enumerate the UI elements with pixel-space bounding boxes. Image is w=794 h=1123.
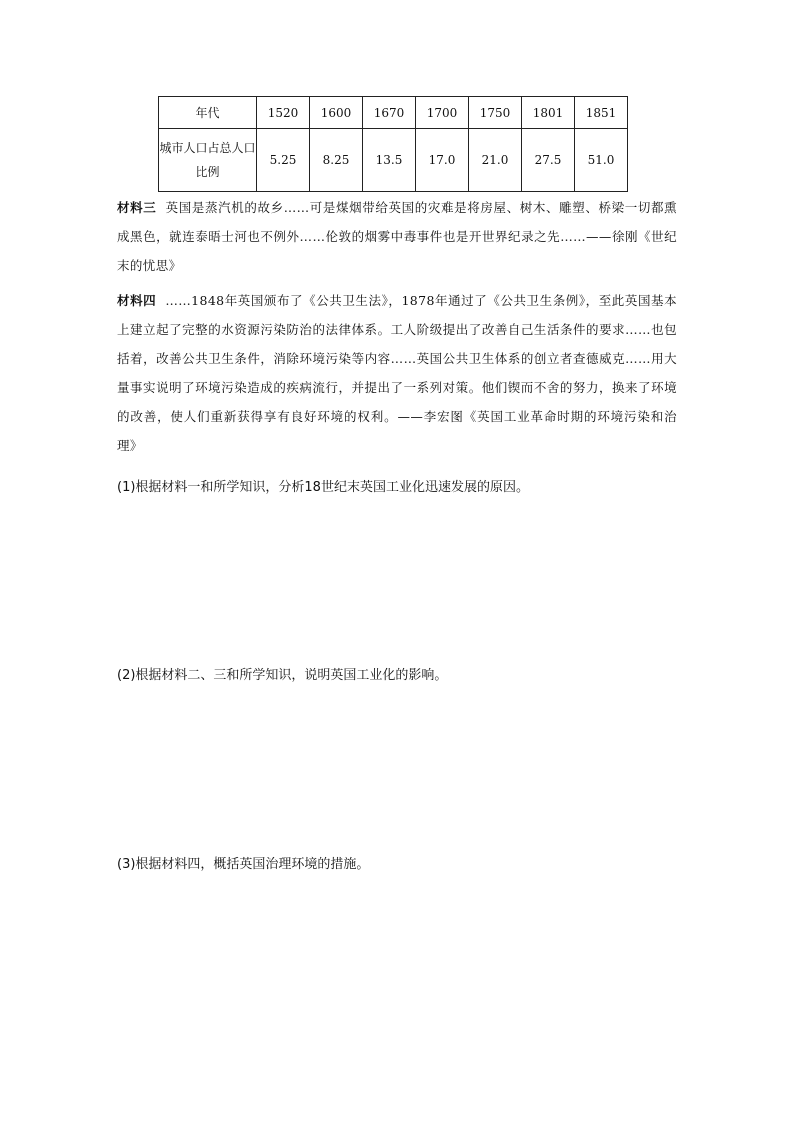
question-1: (1)根据材料一和所学知识，分析18世纪末英国工业化迅速发展的原因。 [117,480,529,495]
table-value-row [159,129,628,192]
material-three-paragraph [117,193,677,280]
table-header-row [159,97,628,129]
question-3: (3)根据材料四，概括英国治理环境的措施。 [117,857,370,872]
year-cell: 1600 [310,97,363,129]
material-four-source: ——李宏图《英国工业革命时期的环境污染和治理》 [117,409,677,453]
year-cell: 1851 [575,97,628,129]
value-cell: 8.25 [310,129,363,192]
material-three-source: ——徐刚《世纪末的忧思》 [117,229,677,273]
material-three-text: 英国是蒸汽机的故乡……可是煤烟带给英国的灾难是将房屋、树木、雕塑、桥梁一切都熏成黑色，就连泰晤士河也不例外……伦敦的烟雾中毒事件也是开世界纪录之先…… [117,200,677,244]
value-cell: 27.5 [522,129,575,192]
material-three-label: 材料三 [117,200,157,215]
value-cell: 13.5 [363,129,416,192]
year-cell: 1750 [469,97,522,129]
value-cell: 17.0 [416,129,469,192]
value-cell: 51.0 [575,129,628,192]
value-cell: 21.0 [469,129,522,192]
material-four-paragraph [117,286,677,460]
year-cell: 1520 [257,97,310,129]
value-cell: 5.25 [257,129,310,192]
year-cell: 1801 [522,97,575,129]
material-four-label: 材料四 [117,293,157,308]
year-cell: 1700 [416,97,469,129]
year-cell: 1670 [363,97,416,129]
table-header-label: 年代 [159,97,257,129]
material-four-text: ……1848年英国颁布了《公共卫生法》，1878年通过了《公共卫生条例》，至此英国基本上建立起了完整的水资源污染防治的法律体系。工人阶级提出了改善自己生活条件的要求……也包括着，改善公共卫生条件，消除环境污染等内容……英国公共卫生体系的创立者查德威克……用大量事实说明了环境污染造成的疾病流行，并提出了一系列对策。他们锲而不舍的努力，换来了环境的改善，使人们重新获得享有良好环境的权利。 [117,293,677,424]
table-row-label: 城市人口占总人口比例 [159,129,257,192]
question-2: (2)根据材料二、三和所学知识，说明英国工业化的影响。 [117,668,448,683]
urban-population-table [158,96,628,192]
